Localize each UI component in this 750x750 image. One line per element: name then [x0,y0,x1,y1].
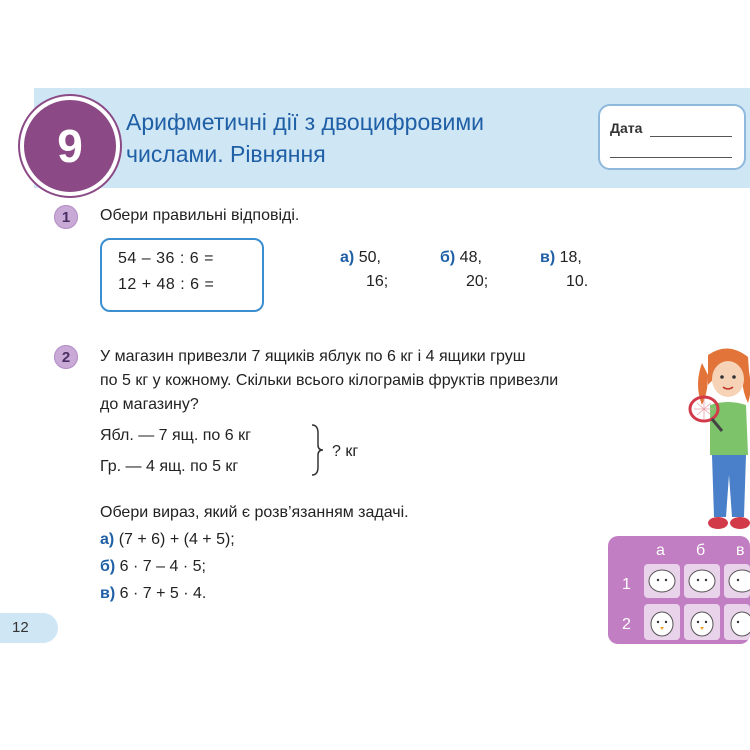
lesson-title [126,106,546,170]
option-letter: б) [440,249,456,266]
date-label: Дата [610,120,643,136]
date-line [610,157,732,158]
task-2-option-v[interactable] [100,583,206,605]
option-letter: в) [100,585,116,602]
sheep-icon [724,564,750,598]
task-1-expression-2: 12 + 48 : 6 = [118,276,215,293]
task-1-option-b[interactable] [440,246,488,294]
task-1-prompt: Обери правильні відповіді. [100,207,300,224]
grid-cell-sheep [724,564,750,598]
curly-brace-icon [310,423,324,477]
grid-row-header: 1 [622,576,631,593]
task-1-number: 1 [54,205,78,229]
grid-row-header: 2 [622,616,631,633]
task-2-option-a[interactable] [100,529,235,551]
option-text: (7 + 6) + (4 + 5); [118,531,235,548]
option-letter: а) [340,249,355,266]
grid-col-header: б [696,542,706,559]
option-value: 48, [459,249,482,266]
task-2-note-pears: Гр. — 4 ящ. по 5 кг [100,458,239,475]
lesson-title-line2: числами. Рівняння [126,141,326,167]
option-value: 50, [358,249,381,266]
chick-icon [684,604,720,640]
date-box [598,104,746,170]
chick-icon [724,604,750,640]
sheep-icon [644,564,680,598]
grid-cell-chick [644,604,680,640]
option-letter: а) [100,531,115,548]
task-2-number: 2 [54,345,78,369]
task-1-expression-1: 54 – 36 : 6 = [118,250,214,267]
task-2-question: ? кг [332,443,359,460]
date-line [650,136,732,137]
task-2-option-b[interactable] [100,556,206,578]
task-2-problem-line: по 5 кг у кожному. Скільки всього кілограмів фруктів привезли [100,372,559,389]
sheep-icon [684,564,720,598]
option-value: 10. [566,273,589,290]
option-text: 6 · 7 + 5 · 4. [119,585,207,602]
option-text: 6 · 7 – 4 · 5; [119,558,206,575]
picture-grid-card [608,536,750,644]
option-value: 18, [559,249,582,266]
task-2-problem-line: У магазин привезли 7 ящиків яблук по 6 кг і 4 ящики груш [100,348,526,365]
grid-cell-sheep [684,564,720,598]
page-number-tab [0,613,58,643]
lesson-title-line1: Арифметичні дії з двоцифровими [126,109,484,135]
option-letter: б) [100,558,116,575]
task-2-choose-prompt: Обери вираз, який є розв’язанням задачі. [100,504,409,521]
task-2-note-apples: Ябл. — 7 ящ. по 6 кг [100,427,251,444]
task-1-option-v[interactable] [540,246,588,294]
page-number: 12 [12,619,29,636]
grid-cell-chick [724,604,750,640]
girl-with-racket-illustration [688,345,750,535]
grid-cell-chick [684,604,720,640]
option-value: 16; [366,273,389,290]
task-1-option-a[interactable] [340,246,388,294]
option-letter: в) [540,249,556,266]
chick-icon [644,604,680,640]
grid-col-header: в [736,542,745,559]
grid-col-header: а [656,542,665,559]
task-2-problem [100,345,558,417]
task-2-problem-line: до магазину? [100,396,199,413]
grid-cell-sheep [644,564,680,598]
option-value: 20; [466,273,489,290]
task-1-expression-box [100,238,264,312]
lesson-number-badge: 9 [20,96,120,196]
